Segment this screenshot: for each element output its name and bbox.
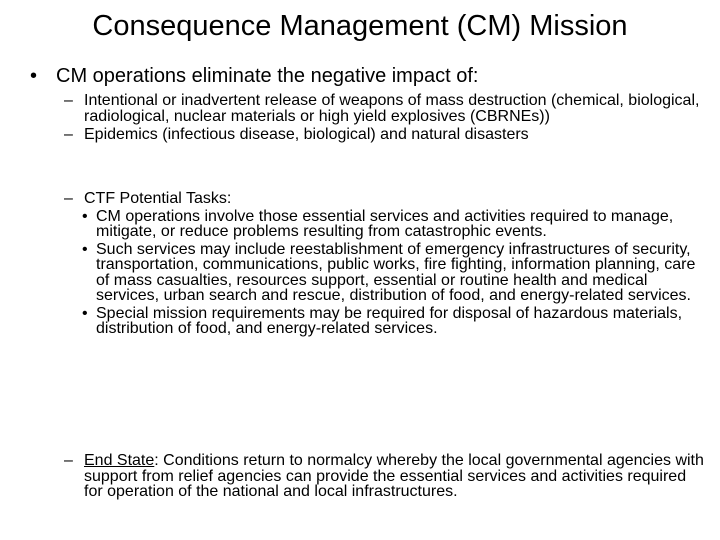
- main-bullet-text: CM operations eliminate the negative impact of:: [56, 65, 479, 87]
- dash-marker: –: [64, 190, 73, 207]
- bullet-marker: •: [82, 304, 88, 322]
- bullet-marker: •: [82, 240, 88, 258]
- ctf-section: [64, 191, 704, 337]
- ctf-heading-item: [64, 191, 704, 207]
- end-state-item: [64, 453, 704, 500]
- list-item-text: Epidemics (infectious disease, biological) and natural disasters: [84, 126, 529, 143]
- impact-list: [64, 93, 704, 143]
- ctf-task-text: Such services may include reestablishment of emergency infrastructures of security, transportation, communications, public works, fire fighting, information planning, care of mass casualties, resources support, essential or routine health and medical services, urban search and rescue, distribution of food, and energy-related services.: [96, 240, 696, 304]
- ctf-task-item: [82, 306, 704, 337]
- dash-marker: –: [64, 452, 73, 469]
- end-state-text: : Conditions return to normalcy whereby the local governmental agencies with support from relief agencies can provide the essential services and activities required for operation of the national and local infrastructures.: [84, 452, 704, 500]
- ctf-task-item: [82, 242, 704, 304]
- list-item-wmd-release: [64, 93, 704, 124]
- slide-title: Consequence Management (CM) Mission: [92, 10, 628, 42]
- ctf-task-text: CM operations involve those essential services and activities required to manage, mitigate, or reduce problems resulting from catastrophic events.: [96, 207, 674, 240]
- end-state-section: [64, 453, 704, 500]
- end-state-label: End State: [84, 452, 155, 469]
- list-item-text: Intentional or inadvertent release of weapons of mass destruction (chemical, biological, radiological, nuclear materials or high yield explosives (CBRNEs)): [84, 92, 700, 125]
- main-bullet: [30, 64, 478, 88]
- list-item-epidemics: [64, 127, 704, 143]
- dash-marker: –: [64, 126, 73, 143]
- bullet-marker: •: [30, 65, 38, 87]
- ctf-task-item: [82, 209, 704, 240]
- ctf-task-list: [82, 209, 704, 337]
- ctf-heading: CTF Potential Tasks:: [84, 190, 232, 207]
- bullet-marker: •: [82, 207, 88, 225]
- ctf-task-text: Special mission requirements may be required for disposal of hazardous materials, distribution of food, and energy-related services.: [96, 304, 683, 337]
- dash-marker: –: [64, 92, 73, 109]
